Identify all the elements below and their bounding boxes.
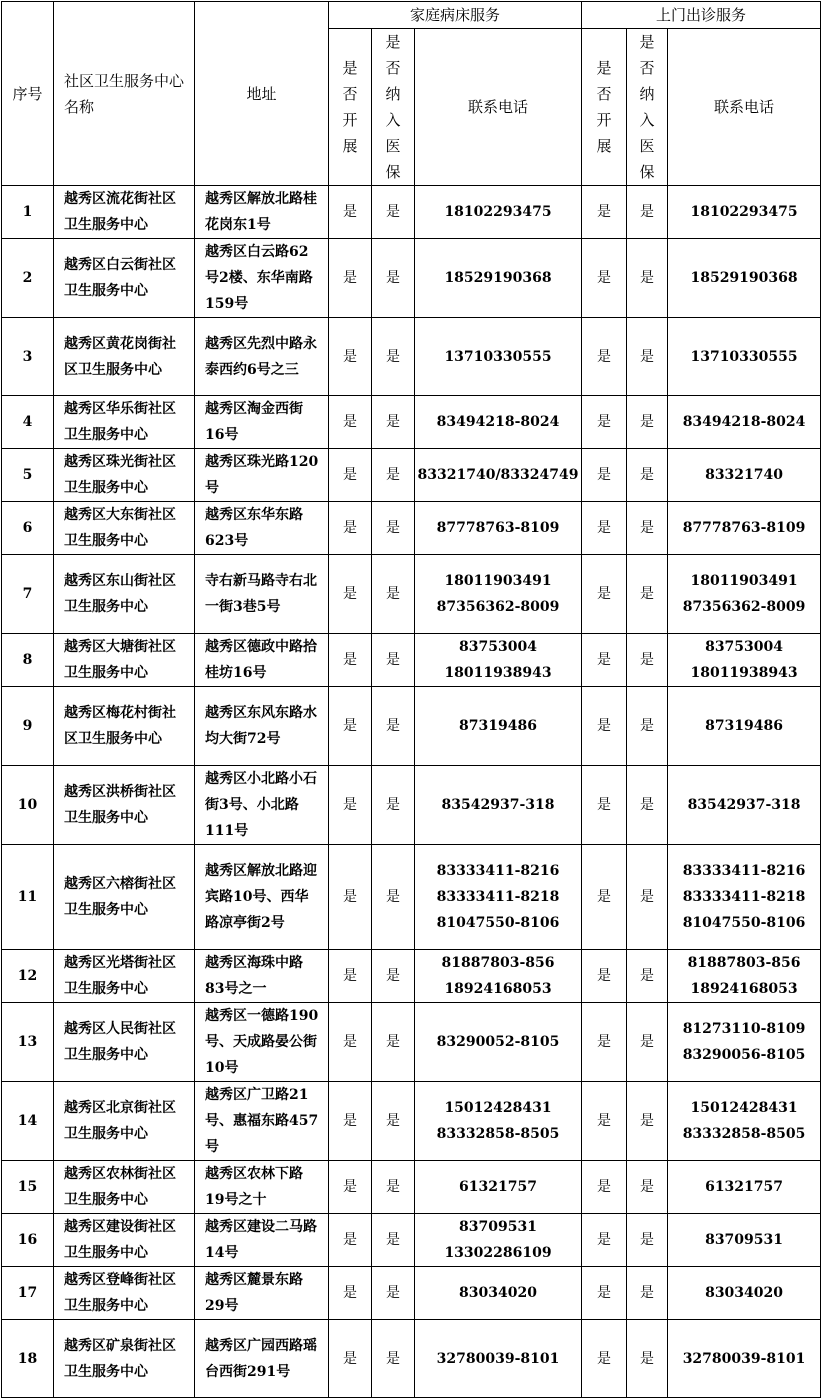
phone-number: 83333411-8216 <box>682 863 806 879</box>
header-bed-insured-char: 保 <box>385 163 401 181</box>
row-index: 16 <box>2 1214 54 1267</box>
bed-phone <box>415 318 582 396</box>
table-row <box>2 396 821 449</box>
table-row <box>2 950 821 1003</box>
row-index: 6 <box>2 502 54 555</box>
row-index: 5 <box>2 449 54 502</box>
phone-number: 83034020 <box>705 1285 784 1301</box>
phone-number: 87356362-8009 <box>436 599 560 615</box>
bed-insured-status: 是 <box>372 1320 415 1398</box>
bed-open-status: 是 <box>329 845 372 950</box>
row-index: 10 <box>2 766 54 845</box>
row-index: 11 <box>2 845 54 950</box>
header-visit-open-char: 开 <box>596 111 612 129</box>
bed-phone <box>415 186 582 239</box>
visit-insured-status: 是 <box>627 555 668 634</box>
header-visit-insured-char: 入 <box>639 111 655 129</box>
row-index: 7 <box>2 555 54 634</box>
visit-phone <box>668 1320 821 1398</box>
row-index: 17 <box>2 1267 54 1320</box>
table-row <box>2 555 821 634</box>
header-visit-insured-char: 医 <box>639 137 655 155</box>
bed-insured-status: 是 <box>372 449 415 502</box>
visit-insured-status: 是 <box>627 1214 668 1267</box>
visit-open-status: 是 <box>582 687 627 766</box>
phone-number: 83494218-8024 <box>436 414 560 430</box>
visit-insured-status: 是 <box>627 634 668 687</box>
header-bed-open-char: 展 <box>342 137 358 155</box>
bed-phone <box>415 1267 582 1320</box>
bed-open-status: 是 <box>329 318 372 396</box>
header-home-bed-service: 家庭病床服务 <box>329 2 582 29</box>
center-name: 越秀区矿泉街社区卫生服务中心 <box>54 1320 195 1398</box>
bed-phone <box>415 1161 582 1214</box>
visit-phone <box>668 396 821 449</box>
visit-phone <box>668 687 821 766</box>
center-address: 越秀区德政中路拾桂坊16号 <box>195 634 329 687</box>
bed-open-status: 是 <box>329 1003 372 1082</box>
table-row <box>2 502 821 555</box>
visit-open-status: 是 <box>582 1214 627 1267</box>
header-bed-open-char: 开 <box>342 111 358 129</box>
bed-insured-status: 是 <box>372 318 415 396</box>
center-name: 越秀区梅花村街社区卫生服务中心 <box>54 687 195 766</box>
center-address: 越秀区广卫路21号、惠福东路457号 <box>195 1082 329 1161</box>
phone-number: 18011938943 <box>444 665 552 681</box>
center-name: 越秀区流花街社区卫生服务中心 <box>54 186 195 239</box>
header-bed-open-char: 是 <box>342 59 358 77</box>
center-address: 越秀区白云路62号2楼、东华南路159号 <box>195 239 329 318</box>
center-name: 越秀区黄花岗街社区卫生服务中心 <box>54 318 195 396</box>
phone-number: 83332858-8505 <box>436 1126 560 1142</box>
bed-open-status: 是 <box>329 502 372 555</box>
visit-insured-status: 是 <box>627 845 668 950</box>
bed-phone <box>415 634 582 687</box>
center-name: 越秀区光塔街社区卫生服务中心 <box>54 950 195 1003</box>
bed-insured-status: 是 <box>372 396 415 449</box>
visit-insured-status: 是 <box>627 502 668 555</box>
phone-number: 81887803-856 <box>441 955 555 971</box>
bed-insured-status: 是 <box>372 555 415 634</box>
visit-insured-status: 是 <box>627 449 668 502</box>
header-visit-insured-char: 是 <box>639 33 655 51</box>
row-index: 4 <box>2 396 54 449</box>
center-name: 越秀区白云街社区卫生服务中心 <box>54 239 195 318</box>
visit-phone <box>668 950 821 1003</box>
header-visit-insured-char: 保 <box>639 163 655 181</box>
visit-insured-status: 是 <box>627 766 668 845</box>
center-name: 越秀区登峰街社区卫生服务中心 <box>54 1267 195 1320</box>
center-address: 越秀区解放北路迎宾路10号、西华路凉亭街2号 <box>195 845 329 950</box>
visit-insured-status: 是 <box>627 1267 668 1320</box>
bed-open-status: 是 <box>329 1082 372 1161</box>
visit-open-status: 是 <box>582 1320 627 1398</box>
phone-number: 32780039-8101 <box>436 1350 560 1367</box>
visit-insured-status: 是 <box>627 318 668 396</box>
phone-number: 32780039-8101 <box>682 1350 806 1367</box>
row-index: 15 <box>2 1161 54 1214</box>
center-name: 越秀区建设街社区卫生服务中心 <box>54 1214 195 1267</box>
phone-number: 61321757 <box>705 1179 784 1195</box>
phone-number: 87319486 <box>705 718 784 734</box>
service-center-table <box>1 1 821 1398</box>
bed-open-status: 是 <box>329 687 372 766</box>
phone-number: 87778763-8109 <box>682 520 806 536</box>
center-name: 越秀区大东街社区卫生服务中心 <box>54 502 195 555</box>
visit-open-status: 是 <box>582 318 627 396</box>
bed-open-status: 是 <box>329 1161 372 1214</box>
row-index: 1 <box>2 186 54 239</box>
row-index: 8 <box>2 634 54 687</box>
phone-number: 81047550-8106 <box>682 915 806 931</box>
bed-insured-status: 是 <box>372 186 415 239</box>
header-visit-open-char: 否 <box>596 85 612 103</box>
phone-number: 81047550-8106 <box>436 915 560 931</box>
bed-phone <box>415 1214 582 1267</box>
phone-number: 87356362-8009 <box>682 599 806 615</box>
phone-number: 83290052-8105 <box>436 1034 560 1050</box>
visit-phone <box>668 766 821 845</box>
phone-number: 18924168053 <box>690 981 798 997</box>
table-row <box>2 1267 821 1320</box>
visit-phone <box>668 318 821 396</box>
bed-insured-status: 是 <box>372 1214 415 1267</box>
phone-number: 83709531 <box>705 1232 784 1248</box>
header-bed-insured-char: 纳 <box>385 85 401 103</box>
visit-phone <box>668 239 821 318</box>
phone-number: 81887803-856 <box>687 955 801 971</box>
phone-number: 83494218-8024 <box>682 414 806 430</box>
phone-number: 18102293475 <box>690 204 798 220</box>
table-row <box>2 687 821 766</box>
bed-open-status: 是 <box>329 449 372 502</box>
table-row <box>2 1003 821 1082</box>
center-address: 越秀区珠光路120号 <box>195 449 329 502</box>
bed-phone <box>415 845 582 950</box>
header-visit-open-char: 展 <box>596 137 612 155</box>
phone-number: 83542937-318 <box>441 797 555 813</box>
table-row <box>2 239 821 318</box>
visit-open-status: 是 <box>582 766 627 845</box>
phone-number: 18529190368 <box>444 270 552 286</box>
phone-number: 81273110-8109 <box>682 1021 806 1037</box>
table-row <box>2 766 821 845</box>
row-index: 12 <box>2 950 54 1003</box>
visit-phone <box>668 186 821 239</box>
bed-open-status: 是 <box>329 634 372 687</box>
header-bed-insured-char: 否 <box>385 59 401 77</box>
center-address: 越秀区一德路190号、天成路晏公街10号 <box>195 1003 329 1082</box>
visit-insured-status: 是 <box>627 950 668 1003</box>
table-row <box>2 1161 821 1214</box>
phone-number: 87778763-8109 <box>436 520 560 536</box>
table-row <box>2 186 821 239</box>
table-row <box>2 845 821 950</box>
header-home-visit-service: 上门出诊服务 <box>582 2 821 29</box>
visit-phone <box>668 555 821 634</box>
center-address: 越秀区东华东路623号 <box>195 502 329 555</box>
header-visit-insured-char: 纳 <box>639 85 655 103</box>
bed-insured-status: 是 <box>372 845 415 950</box>
header-visit-insured <box>627 29 668 186</box>
bed-open-status: 是 <box>329 1214 372 1267</box>
phone-number: 18011938943 <box>690 665 798 681</box>
phone-number: 83290056-8105 <box>682 1047 806 1063</box>
table-row <box>2 1320 821 1398</box>
table-row <box>2 634 821 687</box>
phone-number: 61321757 <box>459 1179 537 1195</box>
row-index: 3 <box>2 318 54 396</box>
center-address: 越秀区小北路小石街3号、小北路111号 <box>195 766 329 845</box>
center-name: 越秀区珠光街社区卫生服务中心 <box>54 449 195 502</box>
bed-phone <box>415 950 582 1003</box>
bed-insured-status: 是 <box>372 1161 415 1214</box>
center-address: 越秀区广园西路瑶台西街291号 <box>195 1320 329 1398</box>
table-row <box>2 1214 821 1267</box>
phone-number: 83034020 <box>459 1285 537 1301</box>
bed-open-status: 是 <box>329 555 372 634</box>
table-row <box>2 318 821 396</box>
visit-insured-status: 是 <box>627 687 668 766</box>
header-bed-phone: 联系电话 <box>415 29 582 186</box>
phone-number: 83332858-8505 <box>682 1126 806 1142</box>
visit-open-status: 是 <box>582 555 627 634</box>
visit-phone <box>668 1214 821 1267</box>
phone-number: 13710330555 <box>690 348 798 365</box>
phone-number: 15012428431 <box>444 1100 552 1116</box>
visit-insured-status: 是 <box>627 239 668 318</box>
bed-insured-status: 是 <box>372 239 415 318</box>
visit-open-status: 是 <box>582 502 627 555</box>
visit-open-status: 是 <box>582 186 627 239</box>
visit-open-status: 是 <box>582 1267 627 1320</box>
phone-number: 87319486 <box>459 718 537 734</box>
phone-number: 15012428431 <box>690 1100 798 1116</box>
bed-open-status: 是 <box>329 1267 372 1320</box>
row-index: 9 <box>2 687 54 766</box>
phone-number: 18102293475 <box>444 204 552 220</box>
visit-phone <box>668 1161 821 1214</box>
center-address: 越秀区解放北路桂花岗东1号 <box>195 186 329 239</box>
phone-number: 13710330555 <box>444 348 552 365</box>
center-name: 越秀区农林街社区卫生服务中心 <box>54 1161 195 1214</box>
visit-insured-status: 是 <box>627 396 668 449</box>
bed-phone <box>415 396 582 449</box>
visit-open-status: 是 <box>582 396 627 449</box>
center-name: 越秀区六榕街社区卫生服务中心 <box>54 845 195 950</box>
header-visit-open-char: 是 <box>596 59 612 77</box>
header-bed-insured-char: 入 <box>385 111 401 129</box>
center-name: 越秀区人民街社区卫生服务中心 <box>54 1003 195 1082</box>
header-name: 社区卫生服务中心名称 <box>54 2 195 186</box>
phone-number: 83542937-318 <box>687 797 801 813</box>
center-address: 越秀区建设二马路14号 <box>195 1214 329 1267</box>
visit-open-status: 是 <box>582 239 627 318</box>
phone-number: 83753004 <box>459 639 537 655</box>
visit-open-status: 是 <box>582 950 627 1003</box>
row-index: 18 <box>2 1320 54 1398</box>
phone-number: 13302286109 <box>444 1245 552 1261</box>
bed-phone <box>415 1003 582 1082</box>
table-row <box>2 1082 821 1161</box>
phone-number: 18011903491 <box>690 573 798 589</box>
center-address: 越秀区先烈中路永泰西约6号之三 <box>195 318 329 396</box>
header-bed-open <box>329 29 372 186</box>
center-name: 越秀区洪桥街社区卫生服务中心 <box>54 766 195 845</box>
bed-insured-status: 是 <box>372 687 415 766</box>
row-index: 2 <box>2 239 54 318</box>
bed-phone <box>415 766 582 845</box>
center-name: 越秀区华乐街社区卫生服务中心 <box>54 396 195 449</box>
center-name: 越秀区东山街社区卫生服务中心 <box>54 555 195 634</box>
bed-phone <box>415 1320 582 1398</box>
bed-phone <box>415 502 582 555</box>
center-address: 越秀区海珠中路83号之一 <box>195 950 329 1003</box>
center-address: 越秀区农林下路19号之十 <box>195 1161 329 1214</box>
phone-number: 83321740 <box>705 467 784 483</box>
center-address: 寺右新马路寺右北一街3巷5号 <box>195 555 329 634</box>
header-bed-insured-char: 是 <box>385 33 401 51</box>
visit-open-status: 是 <box>582 1082 627 1161</box>
visit-phone <box>668 1082 821 1161</box>
visit-open-status: 是 <box>582 449 627 502</box>
bed-insured-status: 是 <box>372 634 415 687</box>
bed-open-status: 是 <box>329 396 372 449</box>
row-index: 14 <box>2 1082 54 1161</box>
phone-number: 83753004 <box>705 639 784 655</box>
visit-insured-status: 是 <box>627 186 668 239</box>
visit-open-status: 是 <box>582 634 627 687</box>
header-index: 序号 <box>2 2 54 186</box>
phone-number: 18011903491 <box>444 573 552 589</box>
bed-insured-status: 是 <box>372 1082 415 1161</box>
visit-insured-status: 是 <box>627 1082 668 1161</box>
phone-number: 18924168053 <box>444 981 552 997</box>
bed-phone <box>415 239 582 318</box>
visit-phone <box>668 449 821 502</box>
header-bed-open-char: 否 <box>342 85 358 103</box>
visit-open-status: 是 <box>582 845 627 950</box>
visit-open-status: 是 <box>582 1161 627 1214</box>
header-address: 地址 <box>195 2 329 186</box>
center-address: 越秀区麓景东路29号 <box>195 1267 329 1320</box>
bed-open-status: 是 <box>329 186 372 239</box>
bed-insured-status: 是 <box>372 766 415 845</box>
bed-open-status: 是 <box>329 950 372 1003</box>
bed-insured-status: 是 <box>372 1267 415 1320</box>
visit-phone <box>668 634 821 687</box>
table-row <box>2 449 821 502</box>
center-name: 越秀区北京街社区卫生服务中心 <box>54 1082 195 1161</box>
bed-insured-status: 是 <box>372 950 415 1003</box>
bed-insured-status: 是 <box>372 502 415 555</box>
bed-phone <box>415 555 582 634</box>
visit-phone <box>668 1267 821 1320</box>
visit-insured-status: 是 <box>627 1003 668 1082</box>
bed-phone <box>415 1082 582 1161</box>
phone-number: 83333411-8218 <box>436 889 560 905</box>
center-address: 越秀区淘金西街16号 <box>195 396 329 449</box>
visit-insured-status: 是 <box>627 1161 668 1214</box>
row-index: 13 <box>2 1003 54 1082</box>
header-bed-insured <box>372 29 415 186</box>
header-bed-insured-char: 医 <box>385 137 401 155</box>
visit-insured-status: 是 <box>627 1320 668 1398</box>
phone-number: 83333411-8218 <box>682 889 806 905</box>
bed-open-status: 是 <box>329 766 372 845</box>
visit-phone <box>668 1003 821 1082</box>
bed-open-status: 是 <box>329 239 372 318</box>
bed-phone <box>415 687 582 766</box>
phone-number: 83709531 <box>459 1219 537 1235</box>
bed-insured-status: 是 <box>372 1003 415 1082</box>
bed-phone <box>415 449 582 502</box>
visit-phone <box>668 502 821 555</box>
header-visit-phone: 联系电话 <box>668 29 821 186</box>
center-name: 越秀区大塘街社区卫生服务中心 <box>54 634 195 687</box>
phone-number: 83321740/83324749 <box>417 467 579 483</box>
header-visit-open <box>582 29 627 186</box>
center-address: 越秀区东风东路水均大街72号 <box>195 687 329 766</box>
header-visit-insured-char: 否 <box>639 59 655 77</box>
visit-phone <box>668 845 821 950</box>
bed-open-status: 是 <box>329 1320 372 1398</box>
phone-number: 83333411-8216 <box>436 863 560 879</box>
visit-open-status: 是 <box>582 1003 627 1082</box>
phone-number: 18529190368 <box>690 270 798 286</box>
